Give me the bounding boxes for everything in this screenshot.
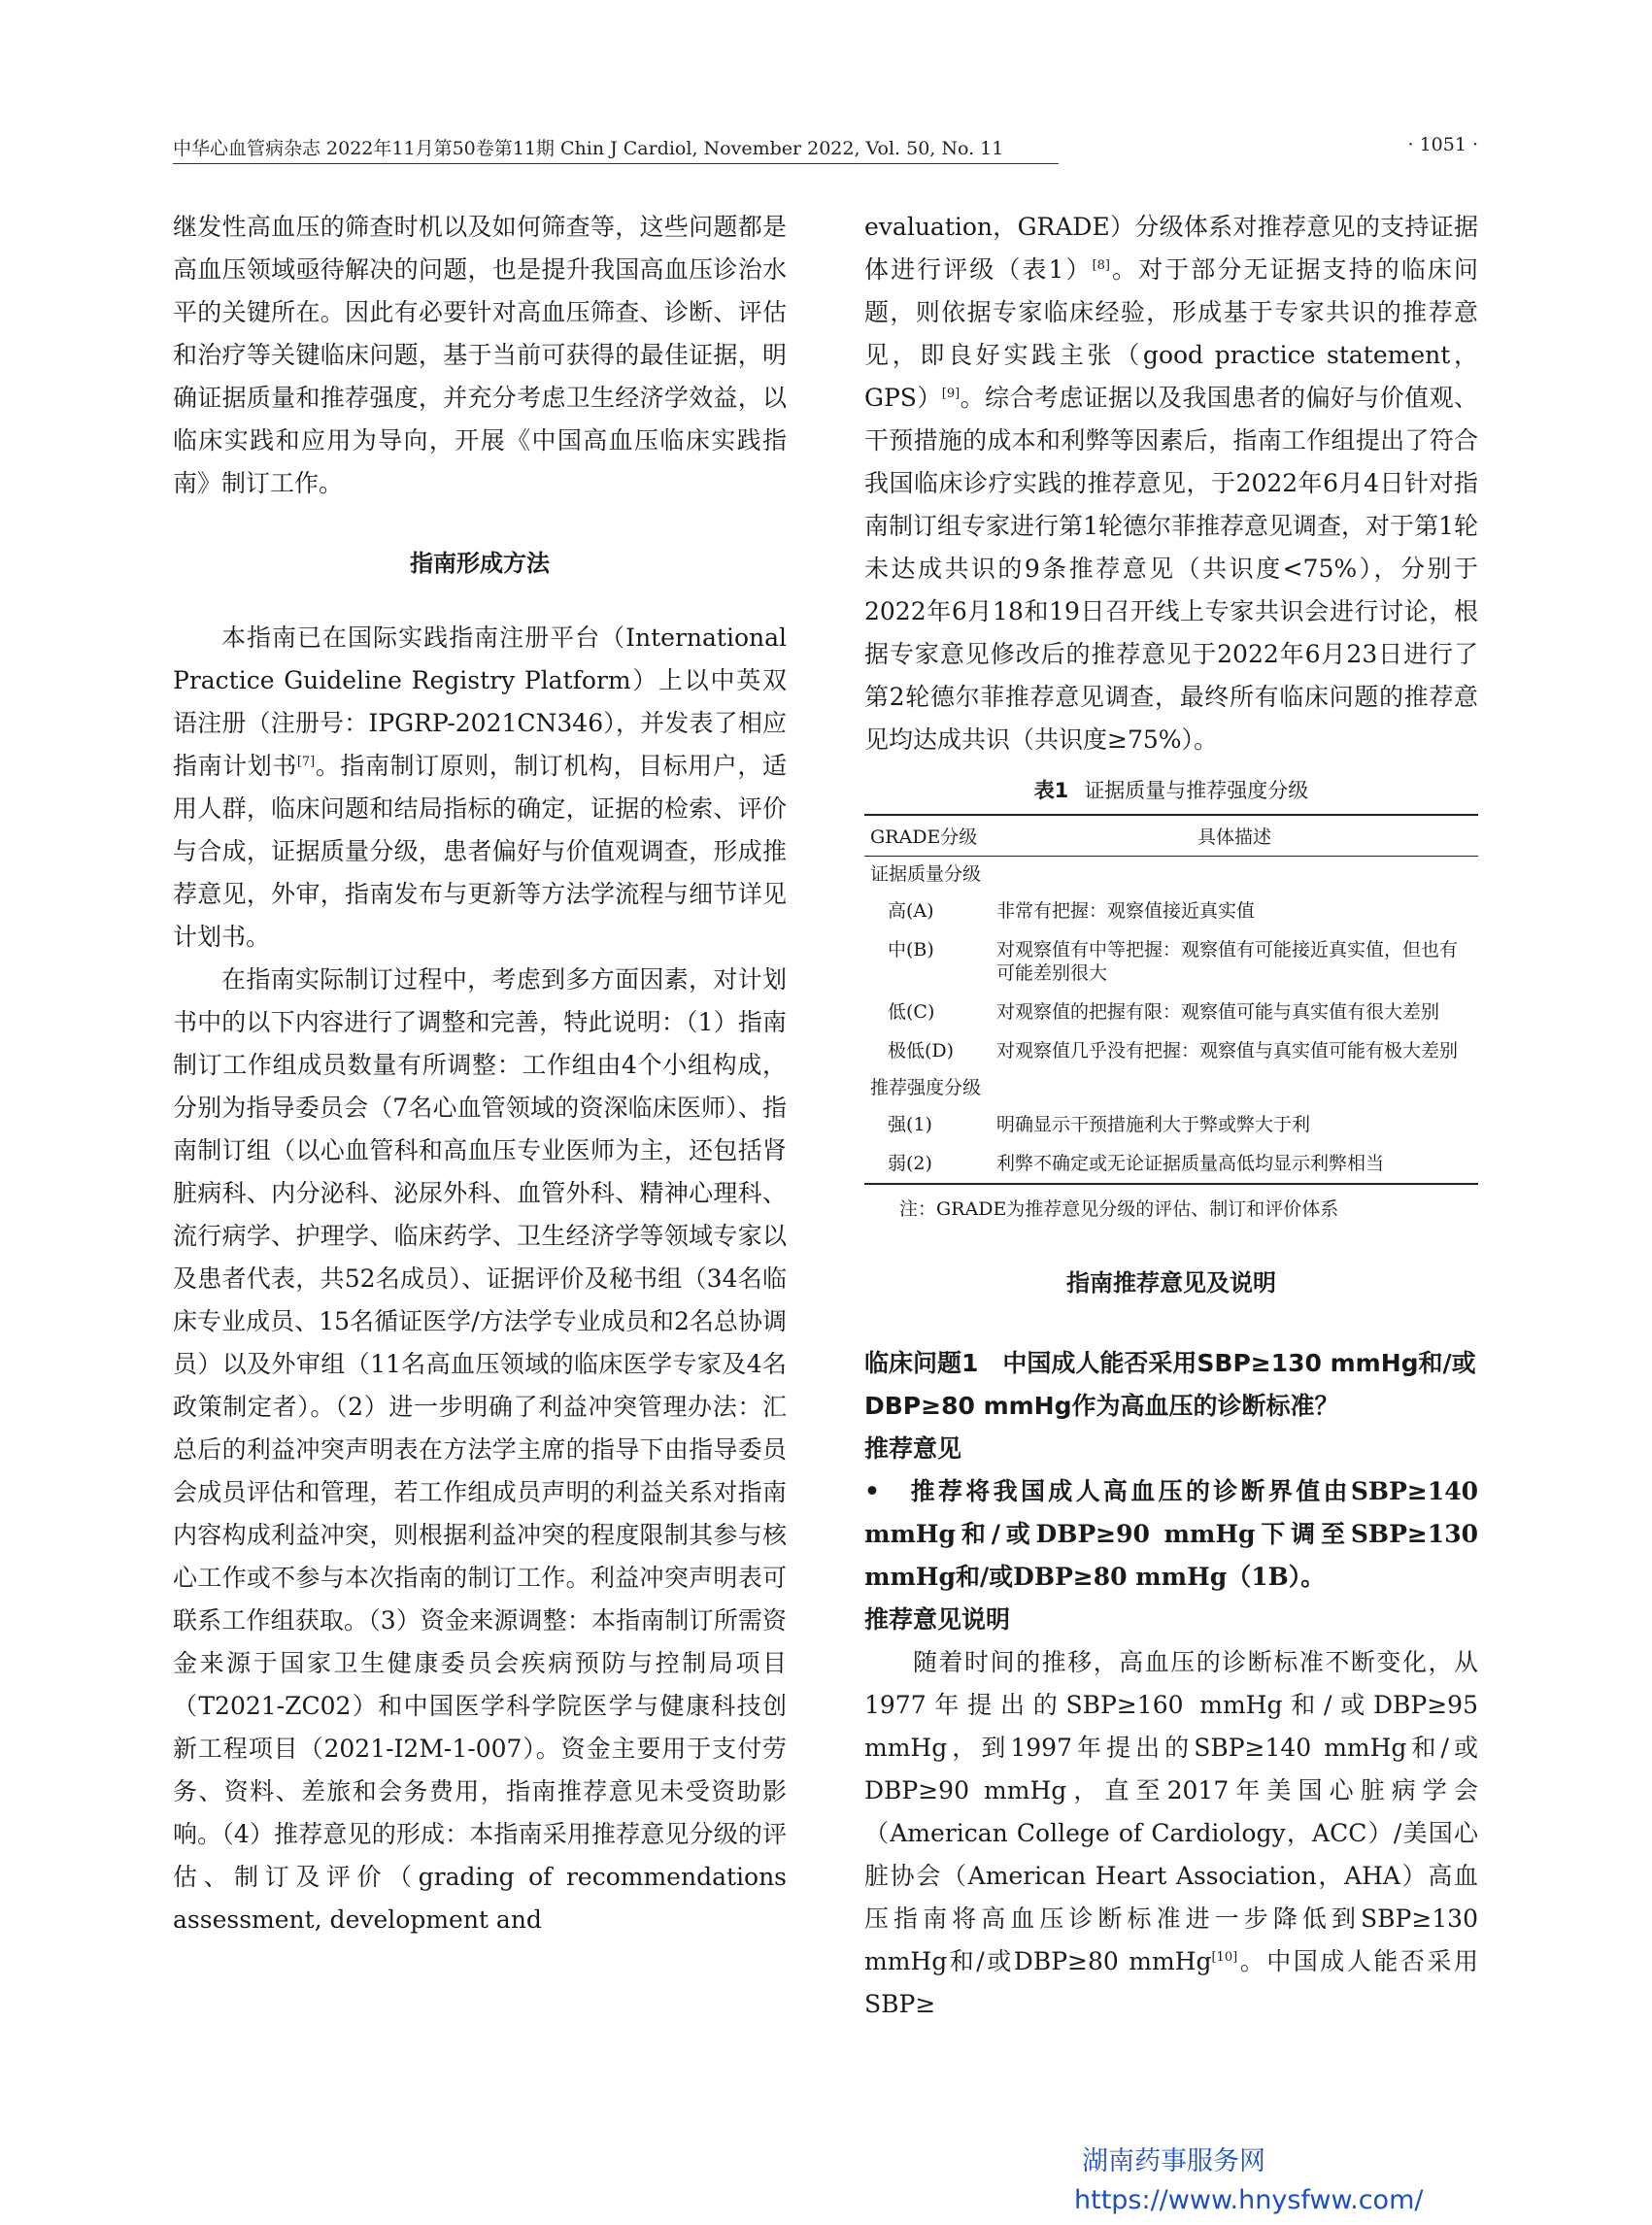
table-row: [864, 930, 1478, 993]
grade-level: 低(C): [888, 1001, 935, 1023]
table-section-row: [864, 857, 1478, 893]
grade-level: 弱(2): [864, 1144, 991, 1184]
history-text-a: 随着时间的推移，高血压的诊断标准不断变化，从1977年提出的SBP≥160 mmHg和/或DBP≥95 mmHg，到1997年提出的SBP≥140 mmHg和/或DBP≥90 mmHg，直至2017年美国心脏病学会（American College of Cardiology，ACC）/美国心脏协会（American Heart Association，AHA）高血压指南将高血压诊断标准进一步降低到SBP≥130 mmHg和/或DBP≥80 mmHg: [864, 1648, 1478, 1975]
grade-table: [864, 814, 1478, 1185]
grade-description: 明确显示干预措施利大于弊或弊大于利: [996, 1114, 1311, 1135]
watermark-site-name: 湖南药事服务网: [1082, 2146, 1265, 2176]
section-title-recommendations: 指南推荐意见及说明: [1066, 1269, 1276, 1297]
table-header-row: [864, 815, 1478, 857]
table-row: [864, 1144, 1478, 1184]
history-text-b: 。中国成人能否采用SBP≥: [864, 1947, 1478, 2018]
section-recommendation-strength: 推荐强度分级: [870, 1077, 982, 1098]
paragraph-registration: [173, 617, 787, 959]
grade-level: 强(1): [888, 1114, 932, 1135]
citation-ref-7: [7]: [296, 755, 316, 769]
grade-description: 利弊不确定或无论证据质量高低均显示利弊相当: [991, 1144, 1478, 1184]
table-row: [864, 993, 1478, 1031]
citation-ref-10: [10]: [1211, 1950, 1238, 1965]
table-note: 注：GRADE为推荐意见分级的评估、制订和评价体系: [899, 1198, 1339, 1220]
table-caption: [864, 775, 1478, 804]
grade-text-c: 。综合考虑证据以及我国患者的偏好与价值观、干预措施的成本和利弊等因素后，指南工作组提出了符合我国临床诊疗实践的推荐意见，于2022年6月4日针对指南制订组专家进行第1轮德尔菲推荐意见调查，对于第1轮未达成共识的9条推荐意见（共识度<75%），分别于2022年6月18和19日召开线上专家共识会进行讨论，根据专家意见修改后的推荐意见于2022年6月23日进行了第2轮德尔菲推荐意见调查，最终所有临床问题的推荐意见均达成共识（共识度≥75%）。: [864, 384, 1478, 754]
table-row: [864, 892, 1478, 930]
recommendation-label: 推荐意见: [864, 1434, 962, 1463]
header-rule: [173, 163, 1059, 164]
table-caption-text: 证据质量与推荐强度分级: [1084, 779, 1309, 802]
registration-text-b: 。指南制订原则，制订机构，目标用户，适用人群，临床问题和结局指标的确定，证据的检索、评价与合成，证据质量分级，患者偏好与价值观调查，形成推荐意见，外审，指南发布与更新等方法学流程与细节详见计划书。: [173, 752, 787, 951]
grade-description: 对观察值有中等把握：观察值有可能接近真实值，但也有可能差别很大: [996, 939, 1459, 984]
table-section-row: [864, 1070, 1478, 1105]
right-column: [864, 206, 1478, 2026]
header-grade: GRADE分级: [864, 815, 991, 857]
paragraph-diagnosis-history: [864, 1641, 1478, 2026]
clinical-question-1: 临床问题1 中国成人能否采用SBP≥130 mmHg和/或DBP≥80 mmHg作为高血压的诊断标准？: [864, 1349, 1476, 1420]
paragraph-intro-end: 继发性高血压的筛查时机以及如何筛查等，这些问题都是高血压领域亟待解决的问题，也是提升我国高血压诊治水平的关键所在。因此有必要针对高血压筛查、诊断、评估和治疗等关键临床问题，基于当前可获得的最佳证据，明确证据质量和推荐强度，并充分考虑卫生经济学效益，以临床实践和应用为导向，开展《中国高血压临床实践指南》制订工作。: [173, 213, 787, 497]
grade-text-a: evaluation，GRADE）分级体系对推荐意见的支持证据体进行评级（表1）: [864, 213, 1478, 284]
running-header: [173, 134, 1478, 161]
left-column: [173, 206, 787, 1941]
grade-level: 极低(D): [888, 1040, 955, 1062]
table-label: 表1: [1033, 779, 1069, 802]
recommendation-explanation-label: 推荐意见说明: [864, 1605, 1011, 1634]
citation-ref-8: [8]: [1092, 258, 1110, 273]
grade-level: 中(B): [888, 939, 934, 961]
header-description: 具体描述: [991, 815, 1478, 857]
table-row: [864, 1031, 1478, 1070]
paragraph-adjustments: 在指南实际制订过程中，考虑到多方面因素，对计划书中的以下内容进行了调整和完善，特此说明：（1）指南制订工作组成员数量有所调整：工作组由4个小组构成，分别为指导委员会（7名心血管领域的资深临床医师）、指南制订组（以心血管科和高血压专业医师为主，还包括肾脏病科、内分泌科、泌尿外科、血管外科、精神心理科、流行病学、护理学、临床药学、卫生经济学等领域专家以及患者代表，共52名成员）、证据评价及秘书组（34名临床专业成员、15名循证医学/方法学专业成员和2名总协调员）以及外审组（11名高血压领域的临床医学专家及4名政策制定者）。（2）进一步明确了利益冲突管理办法：汇总后的利益冲突声明表在方法学主席的指导下由指导委员会成员评估和管理，若工作组成员声明的利益关系对指南内容构成利益冲突，则根据利益冲突的程度限制其参与核心工作或不参与本次指南的制订工作。利益冲突声明表可联系工作组获取。（3）资金来源调整：本指南制订所需资金来源于国家卫生健康委员会疾病预防与控制局项目（T2021-ZC02）和中国医学科学院医学与健康科技创新工程项目（2021-I2M-1-007）。资金主要用于支付劳务、资料、差旅和会务费用，指南推荐意见未受资助影响。（4）推荐意见的形成：本指南采用推荐意见分级的评估、制订及评价（grading of recommendations assessment, development and: [173, 965, 787, 1934]
grade-text-b: 。对于部分无证据支持的临床问题，则依据专家临床经验，形成基于专家共识的推荐意见，即良好实践主张（good practice statement，GPS）: [864, 255, 1478, 412]
paragraph-grade: [864, 206, 1478, 761]
section-title-methods: 指南形成方法: [410, 550, 550, 577]
grade-description: 非常有把握：观察值接近真实值: [996, 900, 1256, 922]
table-row: [864, 1105, 1478, 1144]
citation-ref-9: [9]: [941, 387, 961, 401]
section-evidence-quality: 证据质量分级: [870, 863, 982, 885]
page-number: · 1051 ·: [1407, 134, 1478, 155]
journal-citation: 中华心血管病杂志 2022年11月第50卷第11期 Chin J Cardiol, November 2022, Vol. 50, No. 11: [173, 138, 1004, 159]
site-watermark: [1074, 2142, 1482, 2220]
registration-text-a: 本指南已在国际实践指南注册平台（International Practice Guideline Registry Platform）上以中英双语注册（注册号：IPGRP-2021CN346），并发表了相应指南计划书: [173, 624, 787, 780]
table-1: [864, 775, 1478, 1221]
grade-description: 对观察值几乎没有把握：观察值与真实值可能有极大差别: [996, 1040, 1459, 1062]
grade-description: 对观察值的把握有限：观察值可能与真实值有很大差别: [996, 1001, 1440, 1023]
recommendation-text: • 推荐将我国成人高血压的诊断界值由SBP≥140 mmHg和/或DBP≥90 mmHg下调至SBP≥130 mmHg和/或DBP≥80 mmHg（1B）。: [864, 1477, 1478, 1591]
grade-level: 高(A): [888, 900, 934, 922]
watermark-url[interactable]: https://www.hnysfww.com/: [1074, 2185, 1424, 2215]
